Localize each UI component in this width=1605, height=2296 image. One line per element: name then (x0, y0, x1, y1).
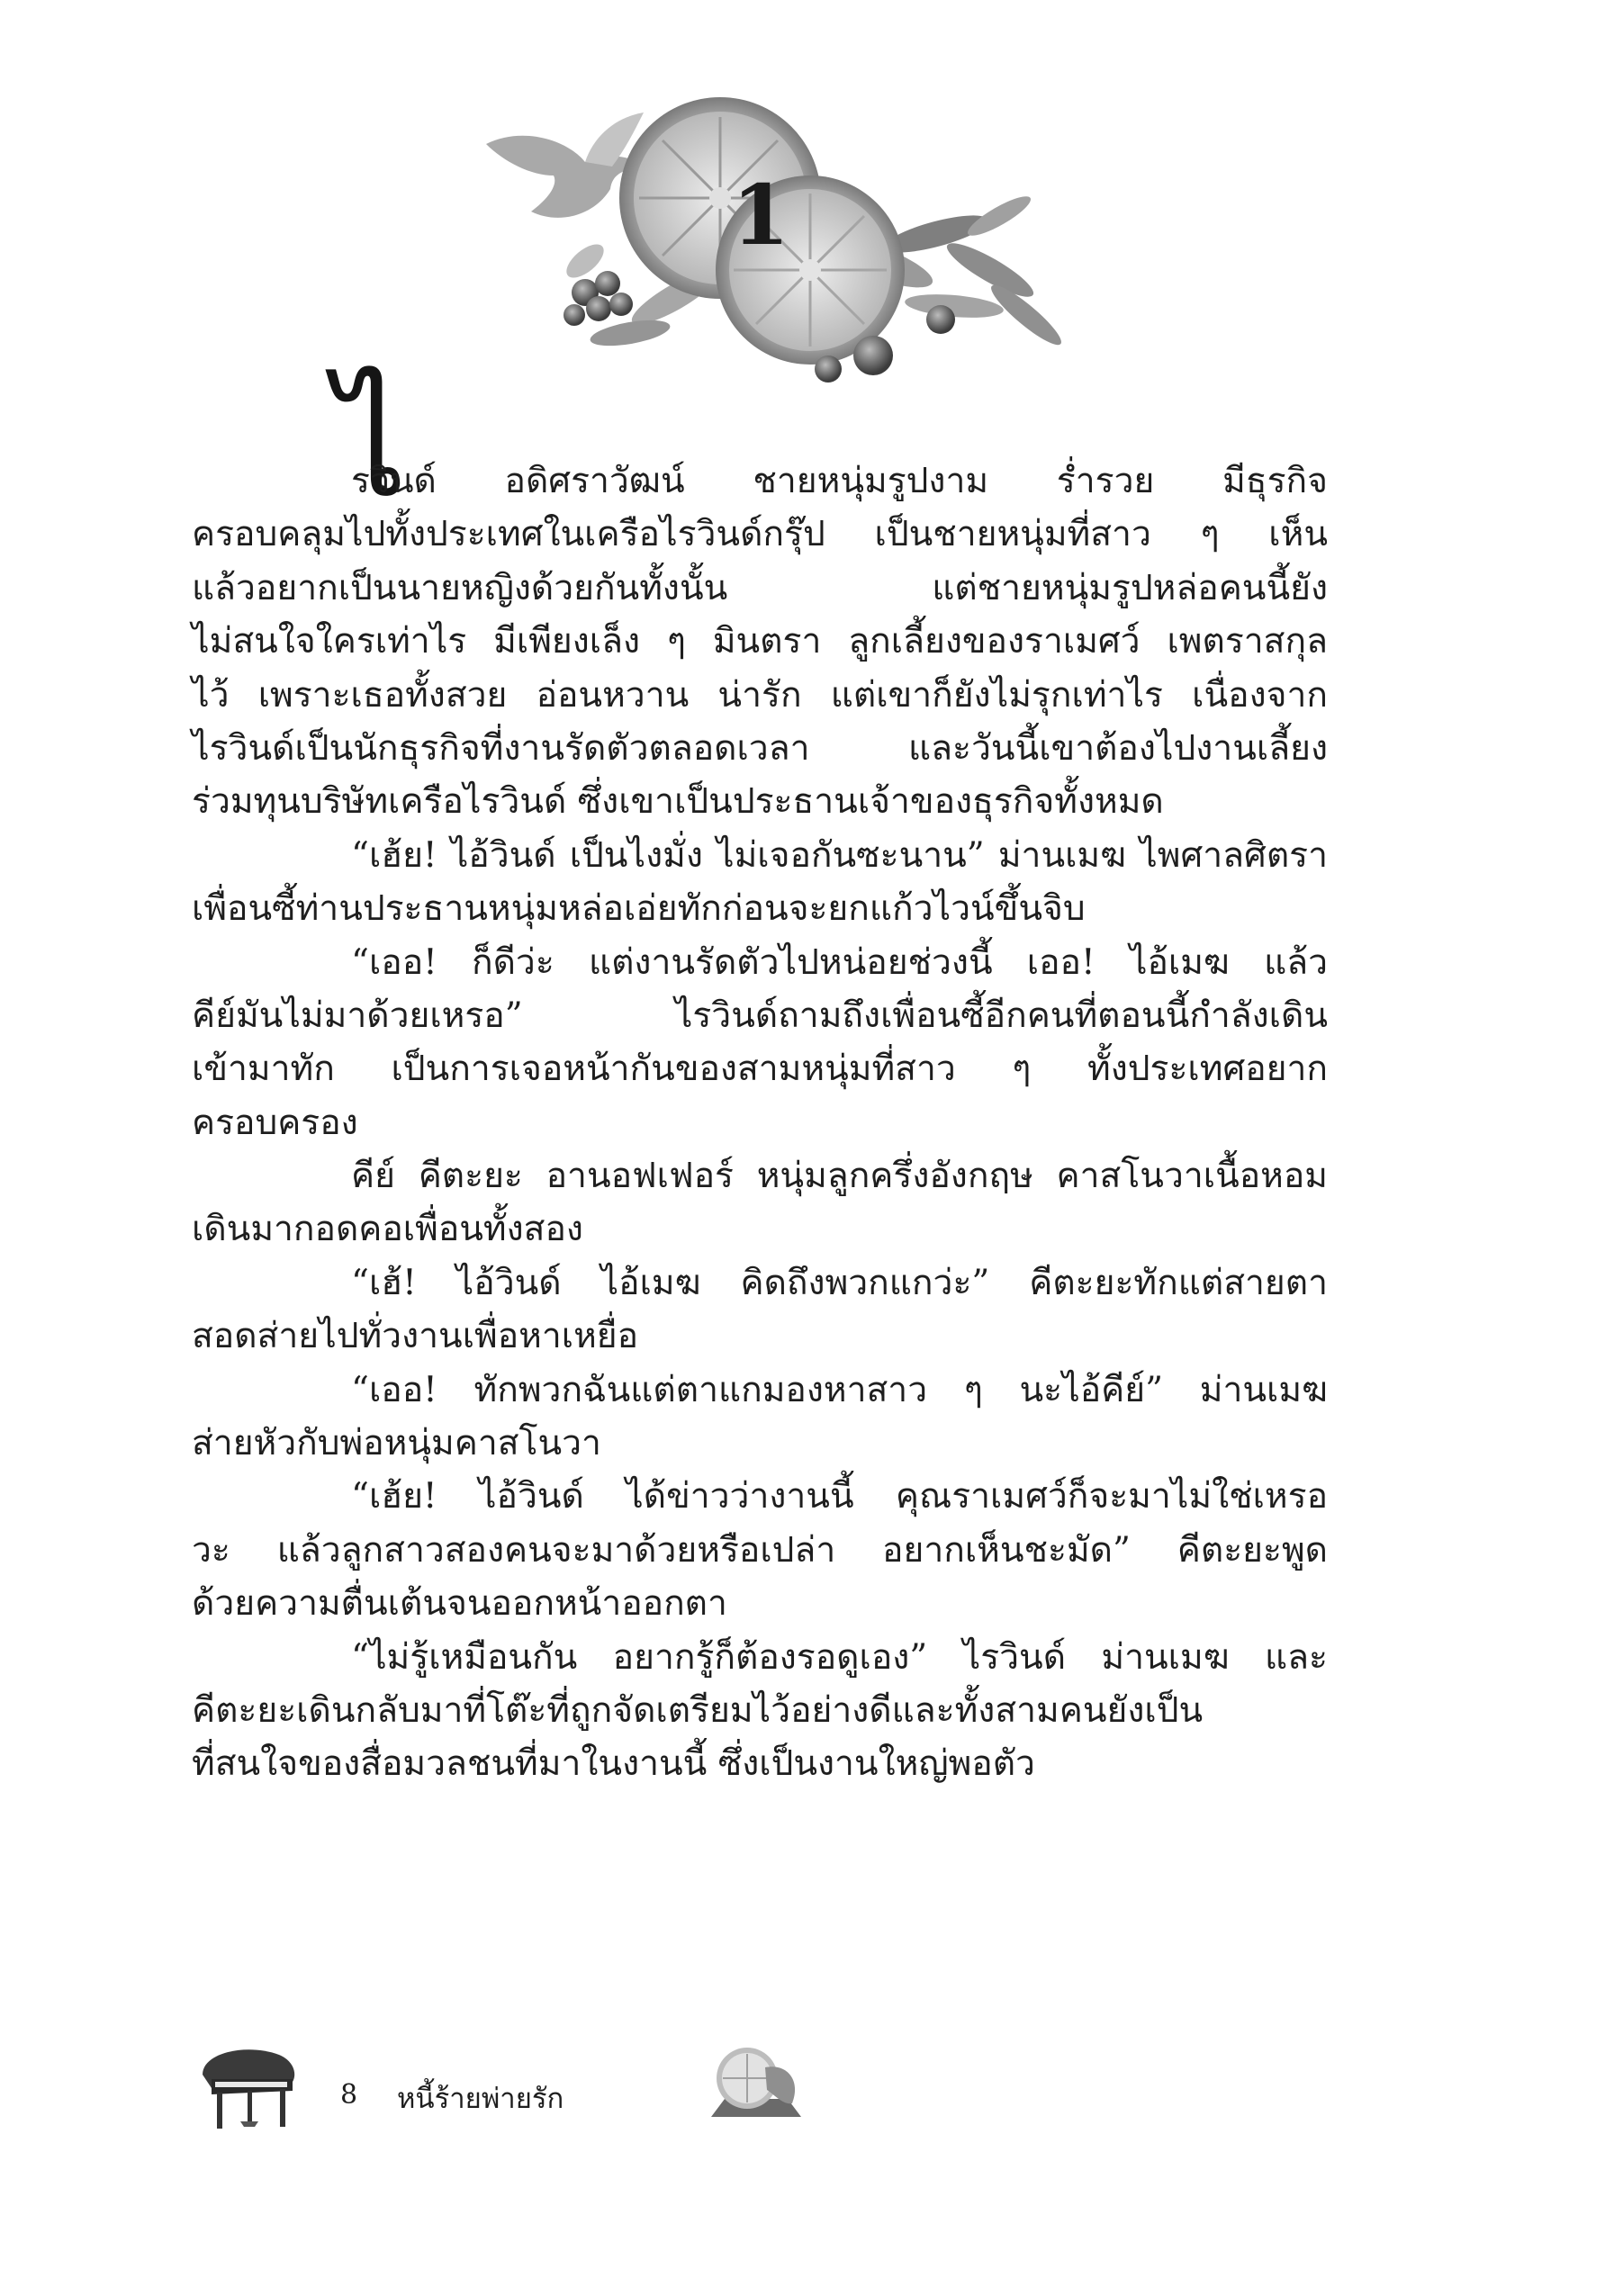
drop-cap: ไ (335, 361, 408, 529)
text-line: เข้ามาทัก เป็นการเจอหน้ากันของสามหนุ่มที่สาว ๆ ทั้งประเทศอยาก (192, 1049, 1328, 1090)
text-line: เพื่อนซี้ท่านประธานหนุ่มหล่อเอ่ยทักก่อนจะยกแก้วไวน์ขึ้นจิบ (192, 888, 1086, 930)
text-line: “ไม่รู้เหมือนกัน อยากรู้ก็ต้องรอดูเอง” ไรวินด์ ม่านเมฆ และ (351, 1636, 1328, 1678)
text-line: ไม่สนใจใครเท่าไร มีเพียงเล็ง ๆ มินตรา ลูกเลี้ยงของราเมศว์ เพตราสกุล (192, 621, 1328, 662)
chapter-number: 1 (731, 167, 789, 264)
book-title: หนี้ร้ายพ่ายรัก (397, 2083, 564, 2115)
text-line: แล้วอยากเป็นนายหญิงด้วยกันทั้งนั้น แต่ชายหนุ่มรูปหล่อคนนี้ยัง (192, 567, 1328, 608)
orange-slice-icon (702, 2040, 810, 2121)
text-line: “เฮ้! ไอ้วินด์ ไอ้เมฆ คิดถึงพวกแกว่ะ” คีตะยะทักแต่สายตา (351, 1262, 1328, 1303)
text-line: “เออ! ก็ดีว่ะ แต่งานรัดตัวไปหน่อยช่วงนี้ เออ! ไอ้เมฆ แล้ว (351, 941, 1328, 983)
text-line: คีย์ คีตะยะ อานอฟเฟอร์ หนุ่มลูกครึ่งอังกฤษ คาสโนวาเนื้อหอม (351, 1156, 1328, 1197)
text-line: สอดส่ายไปทั่วงานเพื่อหาเหยื่อ (192, 1316, 639, 1357)
text-line: คีย์มันไม่มาด้วยเหรอ” ไรวินด์ถามถึงเพื่อนซี้อีกคนที่ตอนนี้กำลังเดิน (192, 995, 1328, 1036)
page-footer (0, 2039, 1605, 2147)
text-line: ไรวินด์เป็นนักธุรกิจที่งานรัดตัวตลอดเวลา และวันนี้เขาต้องไปงานเลี้ยง (192, 727, 1328, 769)
text-line: ครอบครอง (192, 1102, 358, 1143)
text-line: “เฮ้ย! ไอ้วินด์ ได้ข่าวว่างานนี้ คุณราเมศว์ก็จะมาไม่ใช่เหรอ (351, 1476, 1328, 1517)
text-line: ส่ายหัวกับพ่อหนุ่มคาสโนวา (192, 1423, 601, 1464)
grand-piano-icon (194, 2039, 302, 2138)
text-line: รวินด์ อดิศราวัฒน์ ชายหนุ่มรูปงาม ร่ำรวย มีธุรกิจ (351, 461, 1328, 501)
text-line: เดินมากอดคอเพื่อนทั้งสอง (192, 1209, 583, 1250)
text-line: ด้วยความตื่นเต้นจนออกหน้าออกตา (192, 1583, 727, 1625)
text-line: ที่สนใจของสื่อมวลชนที่มาในงานนี้ ซึ่งเป็นงานใหญ่พอตัว (192, 1743, 1035, 1785)
text-line: “เฮ้ย! ไอ้วินด์ เป็นไงมั่ง ไม่เจอกันซะนาน” ม่านเมฆ ไพศาลศิตรา (351, 834, 1328, 876)
text-line: “เออ! ทักพวกฉันแต่ตาแกมองหาสาว ๆ นะไอ้คีย์” ม่านเมฆ (351, 1369, 1328, 1410)
body-text (192, 455, 1328, 1791)
text-line: ครอบคลุมไปทั้งประเทศในเครือไรวินด์กรุ๊ป เป็นชายหนุ่มที่สาว ๆ เห็น (192, 514, 1328, 555)
text-line: วะ แล้วลูกสาวสองคนจะมาด้วยหรือเปล่า อยากเห็นชะมัด” คีตะยะพูด (192, 1529, 1328, 1571)
page-number: 8 (340, 2079, 358, 2111)
text-line: ไว้ เพราะเธอทั้งสวย อ่อนหวาน น่ารัก แต่เขาก็ยังไม่รุกเท่าไร เนื่องจาก (192, 674, 1328, 716)
text-line: คีตะยะเดินกลับมาที่โต๊ะที่ถูกจัดเตรียมไว้อย่างดีและทั้งสามคนยังเป็น (192, 1689, 1204, 1731)
text-line: ร่วมทุนบริษัทเครือไรวินด์ ซึ่งเขาเป็นประธานเจ้าของธุรกิจทั้งหมด (192, 781, 1164, 823)
